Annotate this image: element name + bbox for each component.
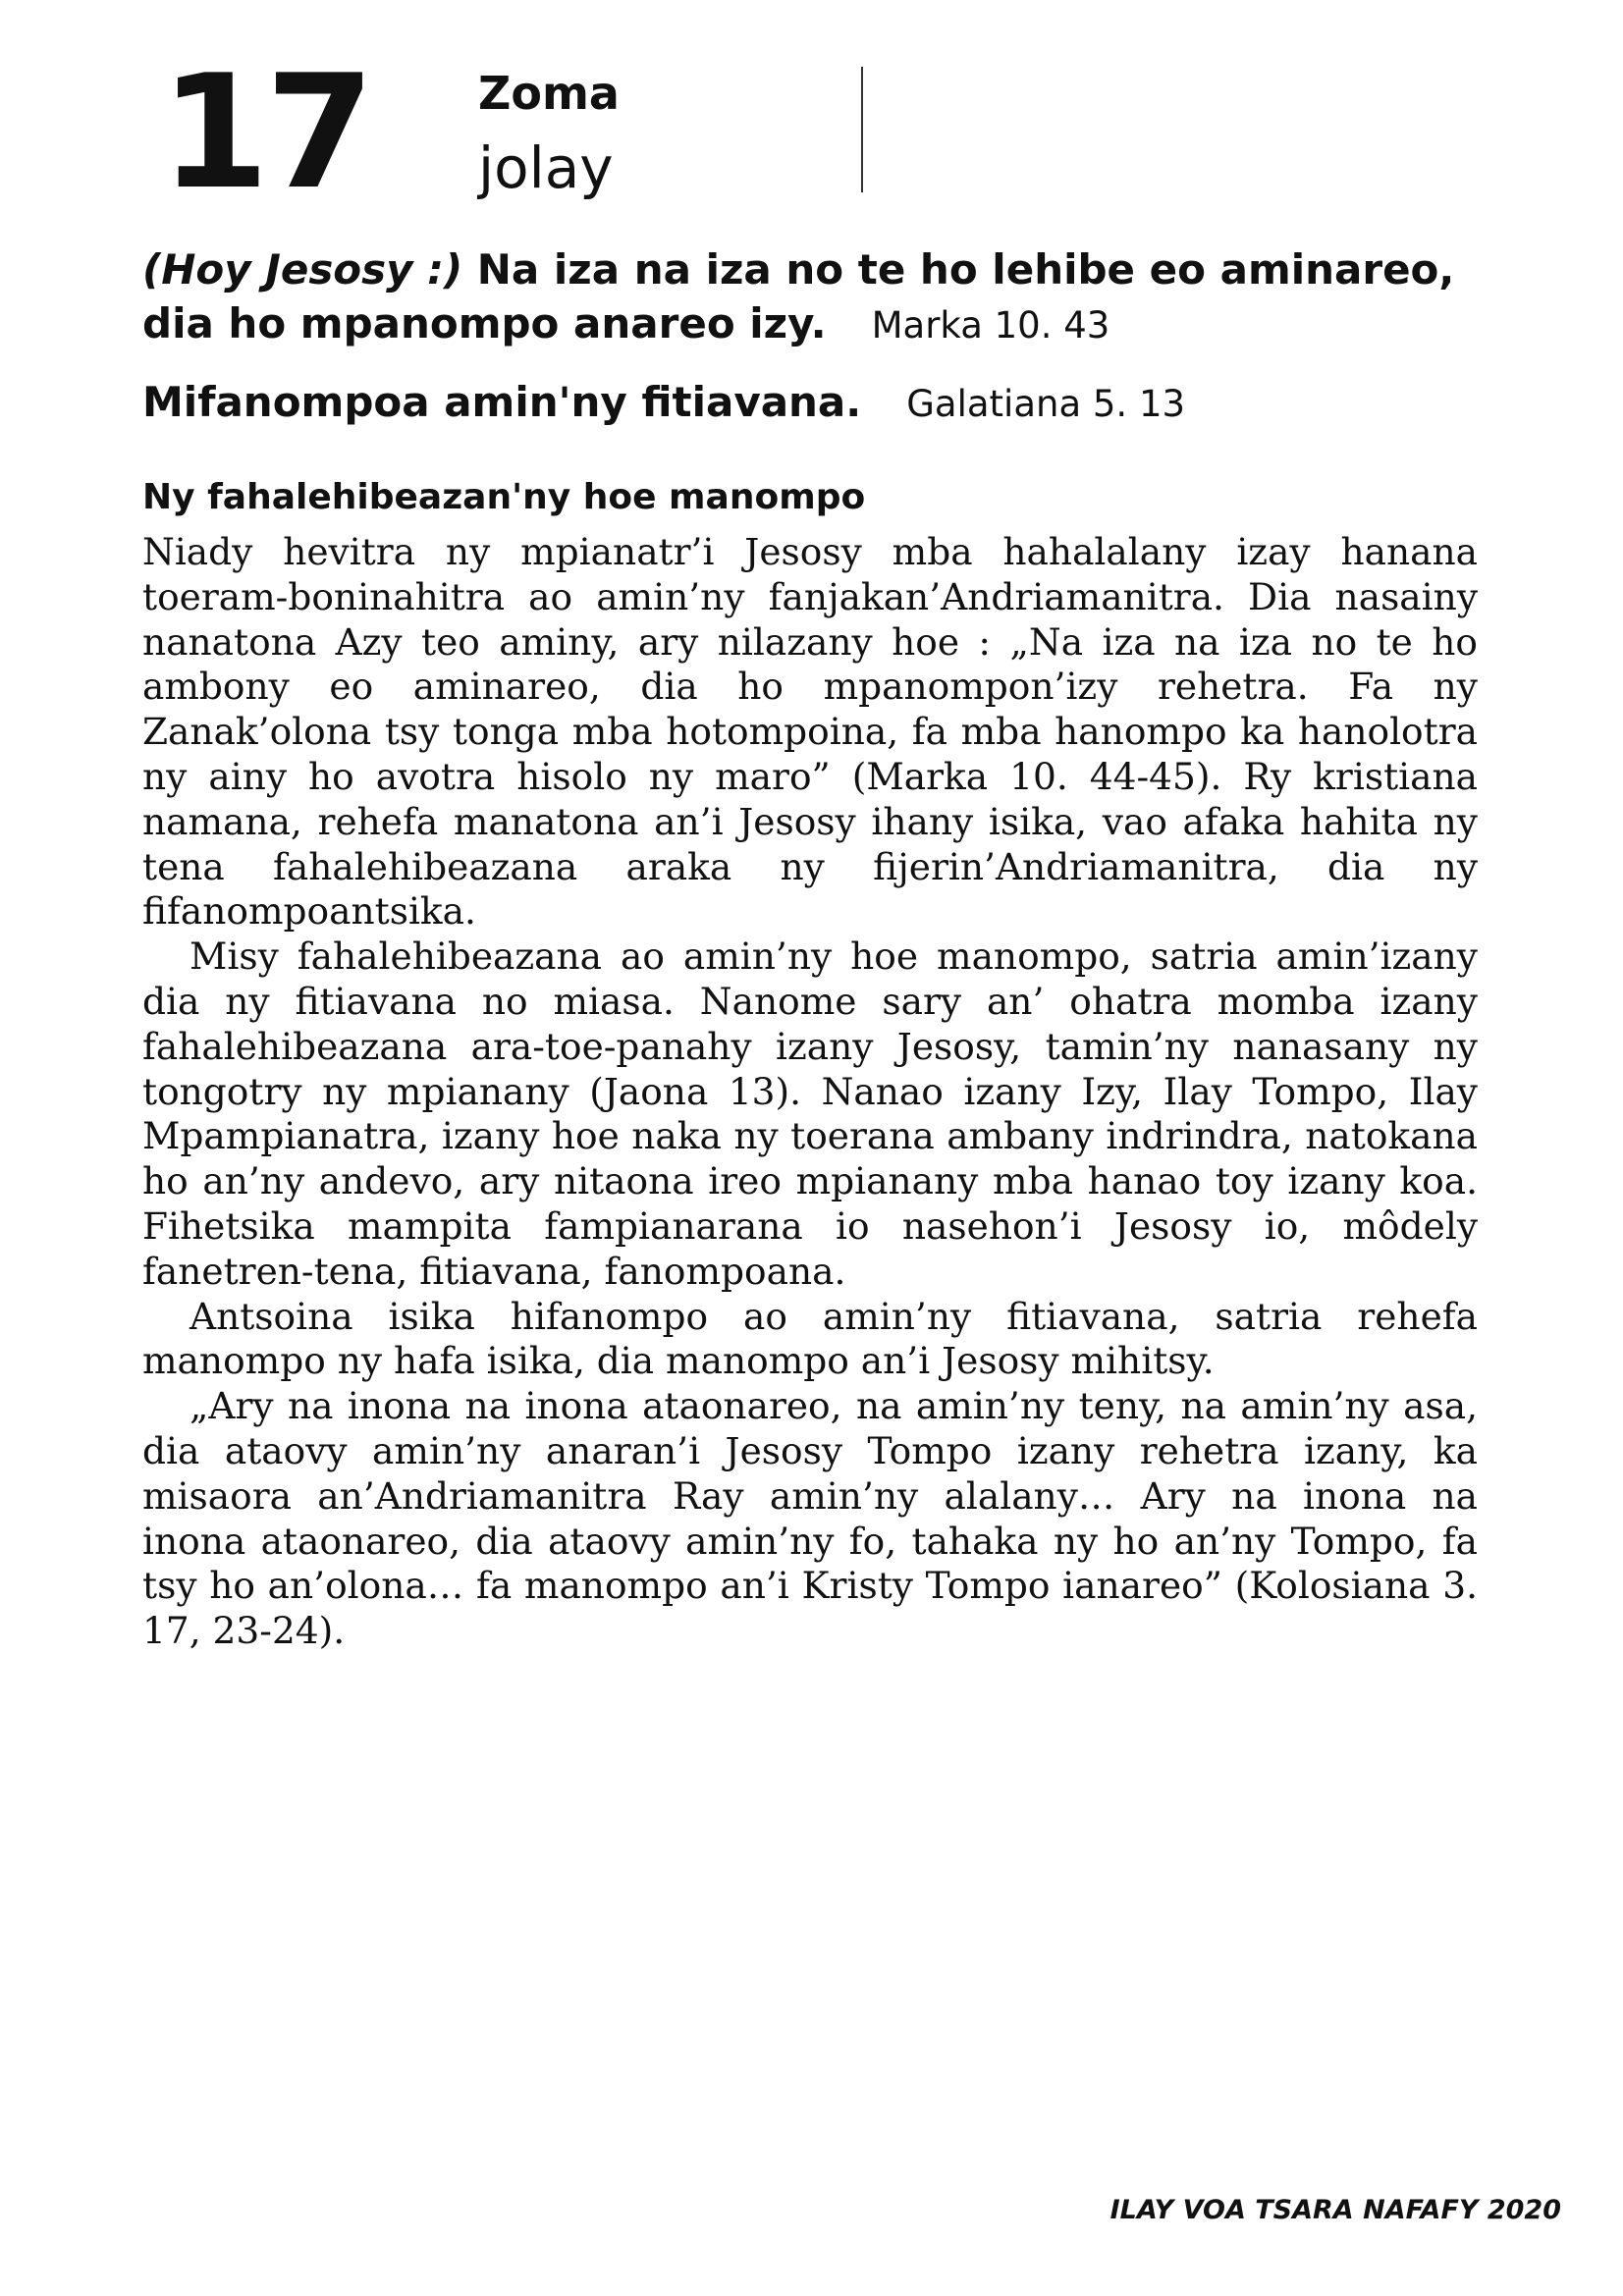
paragraph: „Ary na inona na inona ataonareo, na amin’ny teny, na amin’ny asa, dia ataovy amin’ny anaran’i Jesosy Tompo izany rehetra izany, ka misaora an’Andriamanitra Ray amin’ny alalany… Ary na inona na inona ataonareo, dia ataovy amin’ny fo, tahaka ny ho an’ny Tompo, fa tsy ho an’olona… fa manompo an’i Kristy Tompo ianareo” (Kolosiana 3. 17, 23-24). xyxy=(142,1384,1478,1653)
verse-speaker: (Hoy Jesosy :) xyxy=(142,245,463,294)
verse-text: Na iza na iza no te ho lehibe eo aminareo, dia ho mpanompo anareo izy. xyxy=(142,245,1455,347)
paragraph: Niady hevitra ny mpianatr’i Jesosy mba hahalalany izay hanana toeram-boninahitra ao amin’ny fanjakan’Andriamanitra. Dia nasainy nanatona Azy teo aminy, ary nilazany hoe : „Na iza na iza no te ho ambony eo aminareo, dia ho mpanompon’izy rehetra. Fa ny Zanak’olona tsy tonga mba hotompoina, fa mba hanompo ka hanolotra ny ainy ho avotra hisolo ny maro” (Marka 10. 44-45). Ry kristiana namana, rehefa manatona an’i Jesosy ihany isika, vao afaka hahita ny tena fahalehibeazana araka ny fijerin’Andriamanitra, dia ny fifanompoantsika. xyxy=(142,530,1478,934)
paragraph: Antsoina isika hifanompo ao amin’ny fitiavana, satria rehefa manompo ny hafa isika, dia manompo an’i Jesosy mihitsy. xyxy=(142,1294,1478,1383)
publication-footer: ILAY VOA TSARA NAFAFY 2020 xyxy=(1109,2195,1561,2225)
day-number: 17 xyxy=(160,40,371,224)
devotional-body xyxy=(142,530,1478,1654)
month: jolay xyxy=(478,134,614,201)
second-verse-text: Mifanompoa amin'ny fitiavana. xyxy=(142,378,862,426)
header-divider xyxy=(861,67,863,192)
paragraph: Misy fahalehibeazana ao amin’ny hoe manompo, satria amin’izany dia ny fitiavana no miasa. Nanome sary an’ ohatra momba izany fahalehibeazana ara-toe-panahy izany Jesosy, tamin’ny nanasany ny tongotry ny mpianany (Jaona 13). Nanao izany Izy, Ilay Tompo, Ilay Mpampianatra, izany hoe naka ny toerana ambany indrindra, natokana ho an’ny andevo, ary nitaona ireo mpianany mba hanao toy izany koa. Fihetsika mampita fampianarana io nasehon’i Jesosy io, môdely fanetren-tena, fitiavana, fanompoana. xyxy=(142,934,1478,1293)
second-verse xyxy=(142,375,1478,431)
verse-of-the-day xyxy=(142,242,1478,352)
devotional-title: Ny fahalehibeazan'ny hoe manompo xyxy=(142,477,866,517)
verse-reference: Marka 10. 43 xyxy=(871,304,1110,347)
weekday: Zoma xyxy=(478,67,620,120)
second-verse-reference: Galatiana 5. 13 xyxy=(906,383,1186,425)
